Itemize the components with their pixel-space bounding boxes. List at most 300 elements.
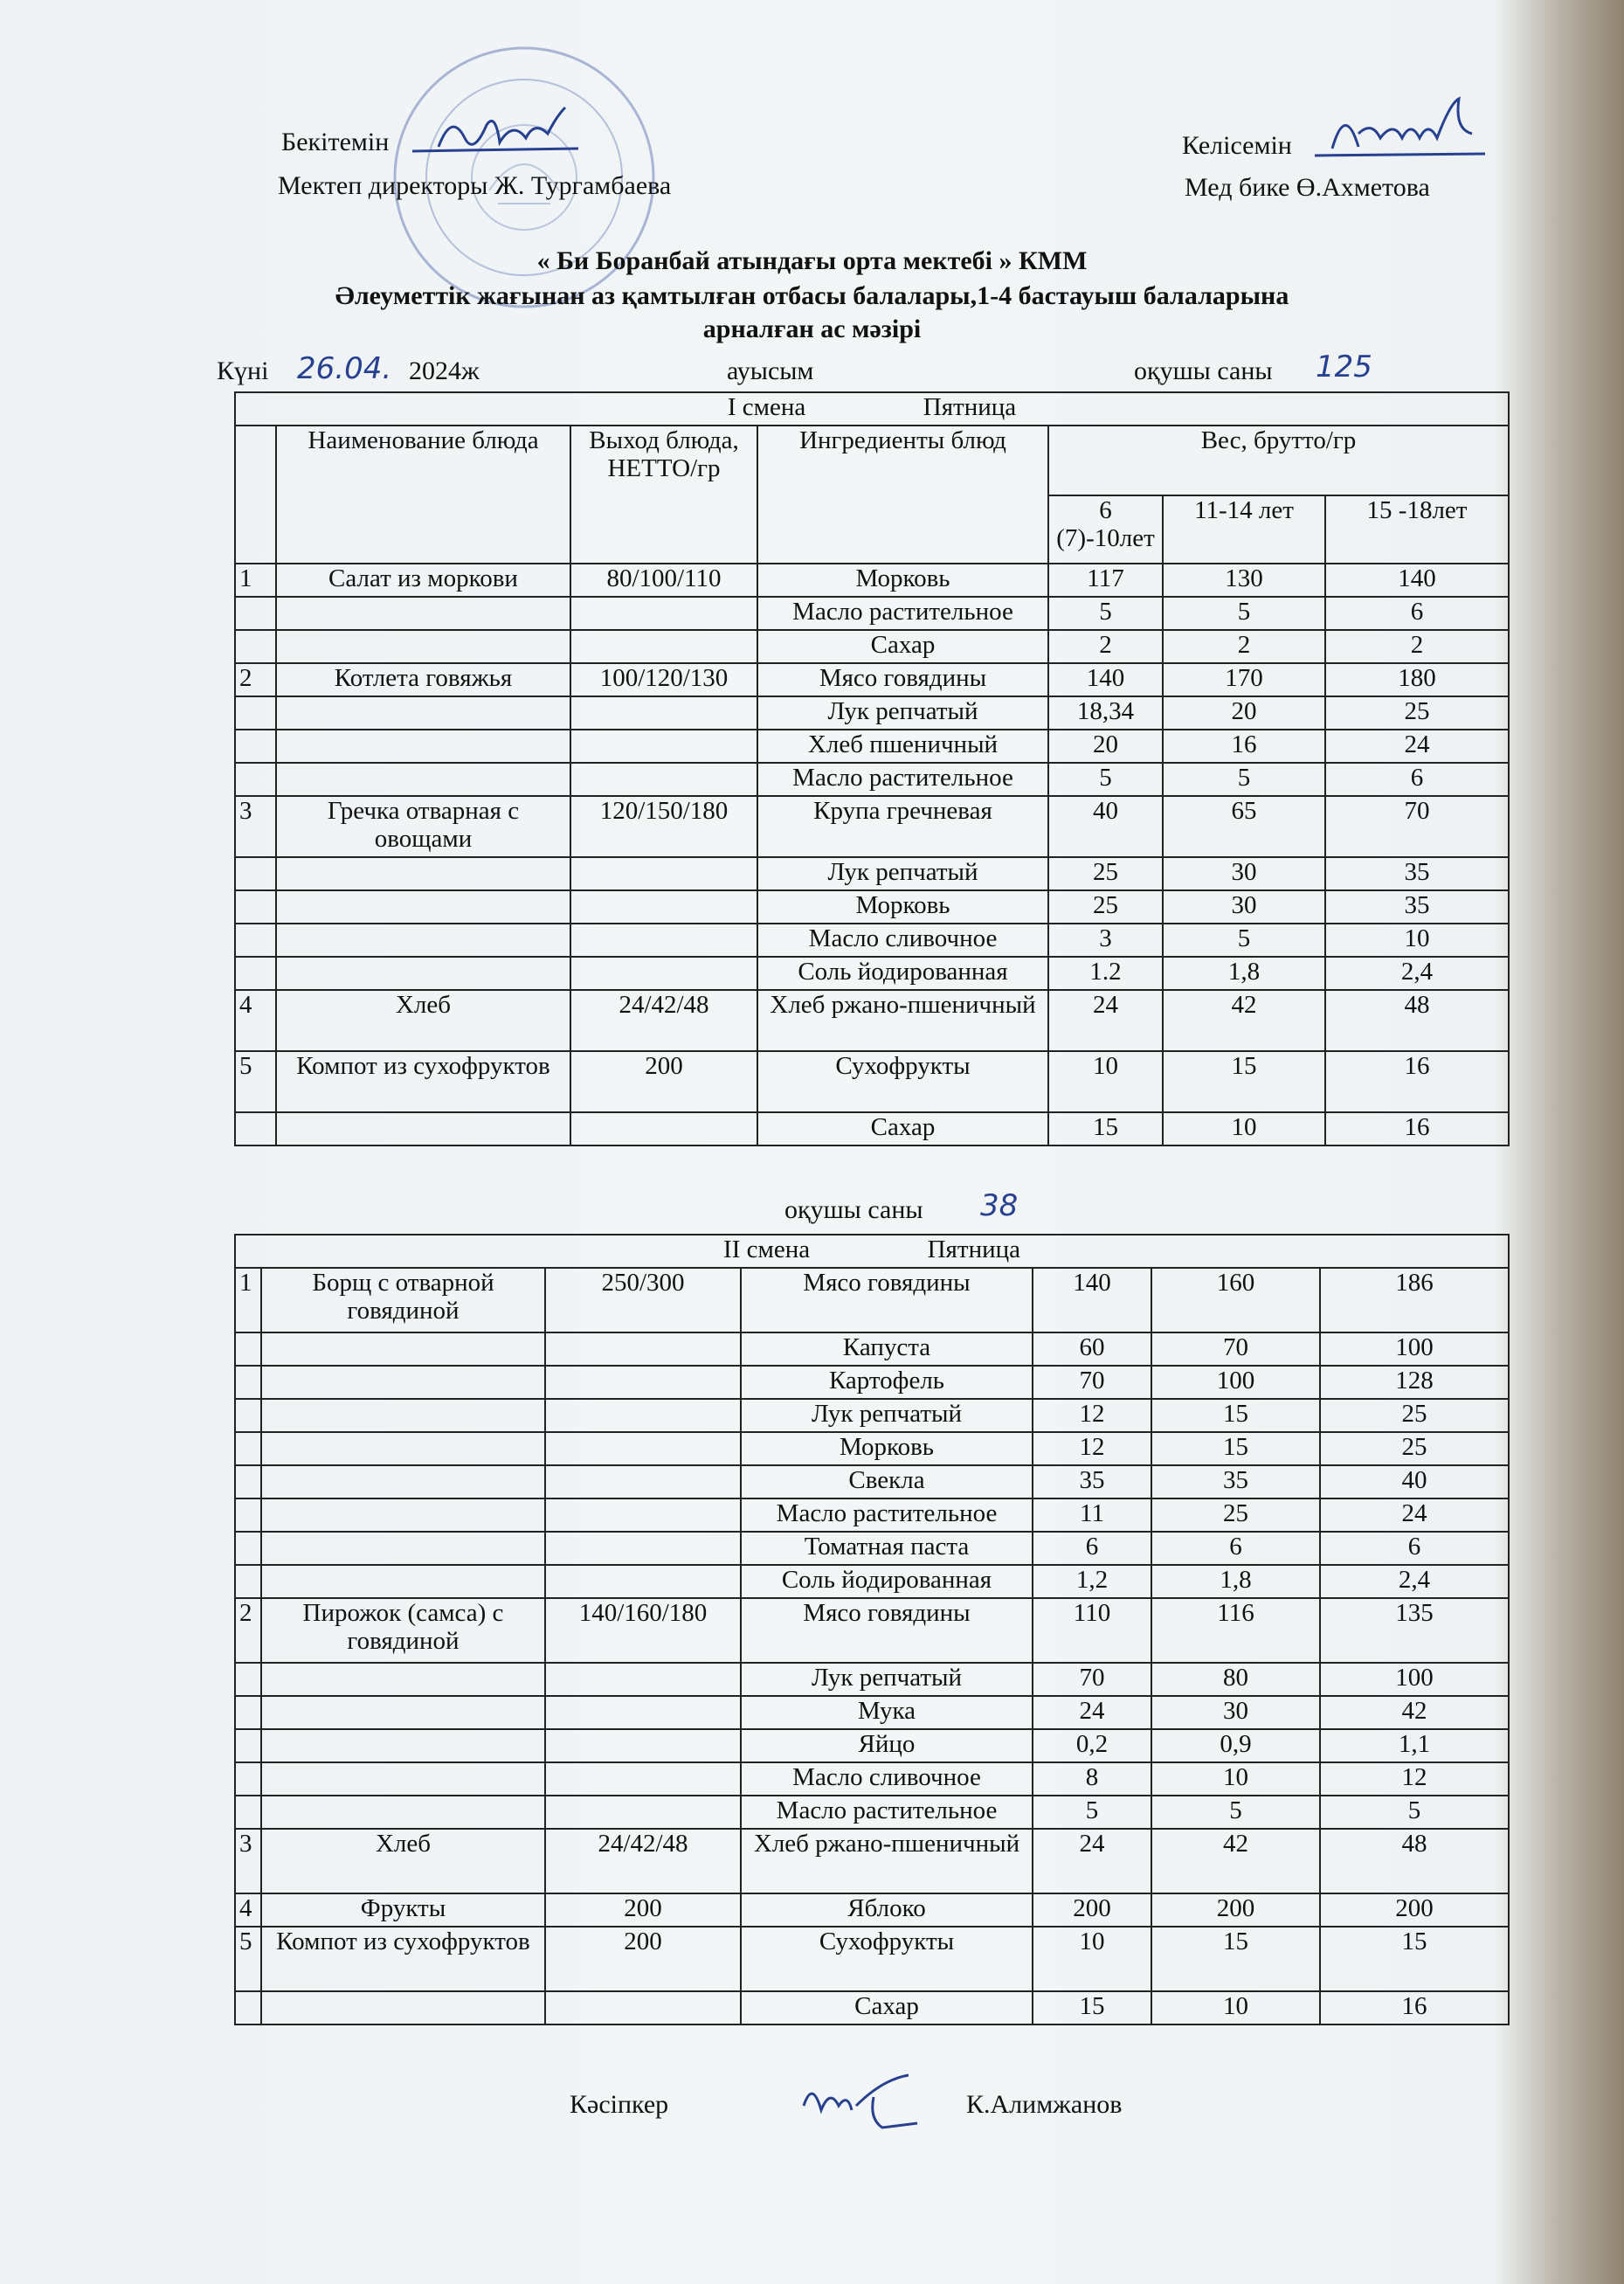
weight-age2: 70 — [1151, 1332, 1320, 1366]
row-number — [235, 1332, 261, 1366]
row-number — [235, 1366, 261, 1399]
shift-1-table-body — [235, 392, 1509, 1145]
row-number — [235, 1729, 261, 1762]
row-number — [235, 1796, 261, 1829]
table-row — [235, 1268, 1509, 1332]
ingredient-name: Мясо говядины — [741, 1598, 1033, 1663]
dish-name — [276, 924, 570, 957]
table-row — [235, 1432, 1509, 1465]
weight-age2: 10 — [1163, 1112, 1325, 1145]
students-label: оқушы саны — [1134, 356, 1273, 385]
dish-name: Компот из сухофруктов — [261, 1927, 545, 1991]
dish-output — [570, 730, 757, 763]
weight-age3: 24 — [1325, 730, 1509, 763]
table-row — [235, 763, 1509, 796]
shift-2-header — [235, 1235, 1509, 1268]
agree-label: Келісемін — [1182, 131, 1292, 160]
row-number: 1 — [235, 564, 276, 597]
weight-age3: 16 — [1325, 1112, 1509, 1145]
row-number — [235, 957, 276, 990]
table-row — [235, 1762, 1509, 1796]
dish-name — [276, 630, 570, 663]
row-number — [235, 1532, 261, 1565]
dish-output — [570, 1112, 757, 1145]
dish-output — [545, 1366, 741, 1399]
ingredient-name: Масло сливочное — [757, 924, 1048, 957]
row-number — [235, 630, 276, 663]
dish-output: 100/120/130 — [570, 663, 757, 696]
weight-age1: 0,2 — [1033, 1729, 1151, 1762]
weight-age1: 2 — [1048, 630, 1163, 663]
row-number — [235, 1498, 261, 1532]
weight-age1: 1,2 — [1033, 1565, 1151, 1598]
col-dish-header: Наименование блюда — [276, 426, 570, 564]
table-row — [235, 730, 1509, 763]
ingredient-name: Лук репчатый — [741, 1399, 1033, 1432]
weight-age3: 100 — [1320, 1663, 1509, 1696]
table-row — [235, 597, 1509, 630]
weight-age2: 1,8 — [1163, 957, 1325, 990]
row-number — [235, 1465, 261, 1498]
weight-age3: 6 — [1320, 1532, 1509, 1565]
nurse-signature — [1310, 94, 1489, 164]
ingredient-name: Хлеб ржано-пшеничный — [741, 1829, 1033, 1893]
ingredient-name: Масло растительное — [741, 1498, 1033, 1532]
table-row — [235, 924, 1509, 957]
weight-age3: 35 — [1325, 857, 1509, 890]
table-row — [235, 1927, 1509, 1991]
dish-output — [545, 1729, 741, 1762]
dish-name — [261, 1729, 545, 1762]
dish-name — [261, 1663, 545, 1696]
row-number: 3 — [235, 796, 276, 857]
weight-age2: 10 — [1151, 1991, 1320, 2024]
row-number — [235, 1696, 261, 1729]
dish-output — [570, 857, 757, 890]
ingredient-name: Масло растительное — [741, 1796, 1033, 1829]
students-label-2: оқушы саны — [784, 1195, 923, 1224]
ingredient-name: Лук репчатый — [741, 1663, 1033, 1696]
ingredient-name: Мясо говядины — [757, 663, 1048, 696]
weight-age3: 12 — [1320, 1762, 1509, 1796]
weight-age1: 15 — [1048, 1112, 1163, 1145]
weight-age2: 200 — [1151, 1893, 1320, 1927]
weight-age2: 42 — [1163, 990, 1325, 1051]
row-number — [235, 763, 276, 796]
weight-age1: 24 — [1033, 1829, 1151, 1893]
title-line-3: арналған ас мәзірі — [702, 315, 922, 343]
dish-output — [545, 1332, 741, 1366]
table-row — [235, 1565, 1509, 1598]
row-number — [235, 890, 276, 924]
ingredient-name: Яйцо — [741, 1729, 1033, 1762]
weight-age2: 5 — [1163, 763, 1325, 796]
table-row — [235, 663, 1509, 696]
title-line-2: Әлеуметтік жағынан аз қамтылған отбасы балалары,1-4 бастауыш балаларына — [335, 281, 1289, 310]
ingredient-name: Яблоко — [741, 1893, 1033, 1927]
row-number — [235, 924, 276, 957]
weight-age3: 48 — [1325, 990, 1509, 1051]
dish-name — [261, 1432, 545, 1465]
weight-age3: 24 — [1320, 1498, 1509, 1532]
dish-output — [570, 890, 757, 924]
table-row — [235, 990, 1509, 1051]
weight-age3: 100 — [1320, 1332, 1509, 1366]
ingredient-name: Лук репчатый — [757, 857, 1048, 890]
col-weight-header: Вес, брутто/гр — [1048, 426, 1509, 495]
dish-output: 24/42/48 — [545, 1829, 741, 1893]
weight-age1: 18,34 — [1048, 696, 1163, 730]
weight-age2: 35 — [1151, 1465, 1320, 1498]
weight-age3: 70 — [1325, 796, 1509, 857]
ingredient-name: Масло растительное — [757, 597, 1048, 630]
ingredient-name: Соль йодированная — [757, 957, 1048, 990]
table-row — [235, 1696, 1509, 1729]
ingredient-name: Хлеб ржано-пшеничный — [757, 990, 1048, 1051]
weight-age3: 16 — [1325, 1051, 1509, 1112]
weight-age1: 24 — [1048, 990, 1163, 1051]
dish-name — [276, 857, 570, 890]
weight-age1: 5 — [1048, 763, 1163, 796]
entrepreneur-name: К.Алимжанов — [966, 2090, 1123, 2119]
ingredient-name: Морковь — [757, 890, 1048, 924]
shift-2-menu-table — [234, 1234, 1510, 2025]
ingredient-name: Соль йодированная — [741, 1565, 1033, 1598]
weight-age2: 1,8 — [1151, 1565, 1320, 1598]
weight-age1: 6 — [1033, 1532, 1151, 1565]
table-row — [235, 1498, 1509, 1532]
weight-age2: 6 — [1151, 1532, 1320, 1565]
weight-age1: 3 — [1048, 924, 1163, 957]
shift-1-header — [235, 392, 1509, 426]
weight-age3: 25 — [1325, 696, 1509, 730]
dish-output — [570, 763, 757, 796]
weight-age1: 12 — [1033, 1399, 1151, 1432]
students-count-2: 38 — [980, 1188, 1019, 1223]
weight-age1: 10 — [1048, 1051, 1163, 1112]
dish-name: Котлета говяжья — [276, 663, 570, 696]
dish-name — [261, 1332, 545, 1366]
weight-age1: 15 — [1033, 1991, 1151, 2024]
weight-age2: 30 — [1163, 857, 1325, 890]
weight-age3: 5 — [1320, 1796, 1509, 1829]
table-row — [235, 1796, 1509, 1829]
weight-age2: 25 — [1151, 1498, 1320, 1532]
table-row — [235, 1051, 1509, 1112]
ingredient-name: Сухофрукты — [757, 1051, 1048, 1112]
dish-output — [545, 1399, 741, 1432]
table-row — [235, 564, 1509, 597]
dish-name — [261, 1796, 545, 1829]
dish-output: 200 — [570, 1051, 757, 1112]
dish-output: 80/100/110 — [570, 564, 757, 597]
weight-age2: 15 — [1151, 1927, 1320, 1991]
weight-age3: 128 — [1320, 1366, 1509, 1399]
table-row — [235, 857, 1509, 890]
table-row — [235, 1991, 1509, 2024]
weight-age2: 16 — [1163, 730, 1325, 763]
row-number — [235, 1399, 261, 1432]
weight-age1: 140 — [1048, 663, 1163, 696]
dish-name: Хлеб — [261, 1829, 545, 1893]
weight-age2: 5 — [1151, 1796, 1320, 1829]
dish-name — [276, 696, 570, 730]
dish-name — [261, 1532, 545, 1565]
ingredient-name: Капуста — [741, 1332, 1033, 1366]
dish-name: Хлеб — [276, 990, 570, 1051]
dish-name: Борщ с отварной говядиной — [261, 1268, 545, 1332]
weight-age1: 1.2 — [1048, 957, 1163, 990]
weight-age3: 25 — [1320, 1432, 1509, 1465]
row-number — [235, 1663, 261, 1696]
dish-name — [276, 957, 570, 990]
date-handwritten: 26.04. — [297, 351, 392, 386]
weight-age3: 2,4 — [1325, 957, 1509, 990]
table-row — [235, 1112, 1509, 1145]
col-age3-header: 15 -18лет — [1325, 495, 1509, 564]
entrepreneur-label: Кәсіпкер — [570, 2090, 669, 2119]
weight-age1: 5 — [1033, 1796, 1151, 1829]
students-count-1: 125 — [1316, 350, 1372, 384]
row-number — [235, 1432, 261, 1465]
ingredient-name: Сухофрукты — [741, 1927, 1033, 1991]
weight-age2: 160 — [1151, 1268, 1320, 1332]
ingredient-name: Крупа гречневая — [757, 796, 1048, 857]
weight-age3: 186 — [1320, 1268, 1509, 1332]
table-row — [235, 1465, 1509, 1498]
row-number: 5 — [235, 1051, 276, 1112]
dish-output — [570, 924, 757, 957]
ingredient-name: Лук репчатый — [757, 696, 1048, 730]
dish-output: 250/300 — [545, 1268, 741, 1332]
weight-age1: 35 — [1033, 1465, 1151, 1498]
ingredient-name: Морковь — [757, 564, 1048, 597]
table-row — [235, 1399, 1509, 1432]
dish-output — [545, 1465, 741, 1498]
weight-age2: 80 — [1151, 1663, 1320, 1696]
row-number — [235, 597, 276, 630]
row-number: 3 — [235, 1829, 261, 1893]
weight-age3: 180 — [1325, 663, 1509, 696]
ingredient-name: Масло растительное — [757, 763, 1048, 796]
weight-age1: 12 — [1033, 1432, 1151, 1465]
dish-output: 200 — [545, 1893, 741, 1927]
shift-1-day: Пятница — [923, 393, 1017, 421]
weight-age2: 170 — [1163, 663, 1325, 696]
dish-name — [276, 890, 570, 924]
row-number — [235, 730, 276, 763]
col-ingredients-header: Ингредиенты блюд — [757, 426, 1048, 564]
ingredient-name: Картофель — [741, 1366, 1033, 1399]
row-number: 4 — [235, 990, 276, 1051]
dish-output — [545, 1663, 741, 1696]
weight-age2: 30 — [1163, 890, 1325, 924]
ingredient-name: Сахар — [757, 1112, 1048, 1145]
dish-output — [545, 1498, 741, 1532]
weight-age1: 8 — [1033, 1762, 1151, 1796]
weight-age2: 5 — [1163, 924, 1325, 957]
weight-age2: 130 — [1163, 564, 1325, 597]
dish-name: Гречка отварная с овощами — [276, 796, 570, 857]
row-number — [235, 1991, 261, 2024]
row-number — [235, 857, 276, 890]
weight-age2: 5 — [1163, 597, 1325, 630]
date-label: Күні — [217, 356, 269, 385]
row-number — [235, 1762, 261, 1796]
row-number — [235, 696, 276, 730]
dish-name: Фрукты — [261, 1893, 545, 1927]
weight-age1: 11 — [1033, 1498, 1151, 1532]
dish-output — [545, 1565, 741, 1598]
dish-name — [261, 1696, 545, 1729]
dish-output — [570, 696, 757, 730]
weight-age3: 6 — [1325, 763, 1509, 796]
dish-name — [261, 1465, 545, 1498]
row-number: 4 — [235, 1893, 261, 1927]
weight-age3: 135 — [1320, 1598, 1509, 1663]
table-row — [235, 1893, 1509, 1927]
row-number: 5 — [235, 1927, 261, 1991]
weight-age3: 1,1 — [1320, 1729, 1509, 1762]
dish-output — [545, 1432, 741, 1465]
dish-name: Пирожок (самса) с говядиной — [261, 1598, 545, 1663]
weight-age3: 25 — [1320, 1399, 1509, 1432]
weight-age3: 15 — [1320, 1927, 1509, 1991]
table-row — [235, 890, 1509, 924]
table-row — [235, 1829, 1509, 1893]
weight-age1: 70 — [1033, 1663, 1151, 1696]
weight-age1: 60 — [1033, 1332, 1151, 1366]
col-age1-header: 6 (7)-10лет — [1048, 495, 1163, 564]
weight-age3: 6 — [1325, 597, 1509, 630]
weight-age3: 10 — [1325, 924, 1509, 957]
weight-age1: 117 — [1048, 564, 1163, 597]
table-row — [235, 796, 1509, 857]
weight-age3: 40 — [1320, 1465, 1509, 1498]
year-label: 2024ж — [409, 356, 480, 385]
weight-age1: 25 — [1048, 890, 1163, 924]
dish-name — [261, 1991, 545, 2024]
dish-output — [545, 1796, 741, 1829]
ingredient-name: Мука — [741, 1696, 1033, 1729]
weight-age2: 10 — [1151, 1762, 1320, 1796]
col-output-header: Выход блюда, НЕТТО/гр — [570, 426, 757, 564]
weight-age2: 100 — [1151, 1366, 1320, 1399]
row-number — [235, 1112, 276, 1145]
weight-age3: 48 — [1320, 1829, 1509, 1893]
director-line: Мектеп директоры Ж. Тургамбаева — [278, 171, 672, 200]
weight-age3: 35 — [1325, 890, 1509, 924]
dish-name — [261, 1565, 545, 1598]
weight-age3: 140 — [1325, 564, 1509, 597]
col-num-header — [235, 426, 276, 564]
ingredient-name: Свекла — [741, 1465, 1033, 1498]
ingredient-name: Томатная паста — [741, 1532, 1033, 1565]
dish-name — [261, 1498, 545, 1532]
weight-age3: 42 — [1320, 1696, 1509, 1729]
weight-age3: 200 — [1320, 1893, 1509, 1927]
weight-age1: 110 — [1033, 1598, 1151, 1663]
dish-output — [570, 630, 757, 663]
director-signature — [404, 103, 596, 164]
table-row — [235, 1532, 1509, 1565]
weight-age1: 25 — [1048, 857, 1163, 890]
ingredient-name: Масло сливочное — [741, 1762, 1033, 1796]
dish-name — [276, 1112, 570, 1145]
weight-age3: 2,4 — [1320, 1565, 1509, 1598]
dish-name: Салат из моркови — [276, 564, 570, 597]
dish-name — [261, 1762, 545, 1796]
weight-age1: 200 — [1033, 1893, 1151, 1927]
approve-label: Бекітемін — [281, 128, 390, 156]
weight-age2: 15 — [1151, 1432, 1320, 1465]
dish-output: 120/150/180 — [570, 796, 757, 857]
weight-age2: 20 — [1163, 696, 1325, 730]
weight-age3: 16 — [1320, 1991, 1509, 2024]
dish-output — [545, 1696, 741, 1729]
entrepreneur-signature — [786, 2071, 935, 2132]
weight-age1: 40 — [1048, 796, 1163, 857]
table-row — [235, 1729, 1509, 1762]
weight-age2: 15 — [1151, 1399, 1320, 1432]
dish-name — [276, 597, 570, 630]
weight-age3: 2 — [1325, 630, 1509, 663]
weight-age2: 42 — [1151, 1829, 1320, 1893]
weight-age1: 10 — [1033, 1927, 1151, 1991]
dish-name — [276, 730, 570, 763]
row-number — [235, 1565, 261, 1598]
row-number: 1 — [235, 1268, 261, 1332]
shift-2-day: Пятница — [927, 1235, 1020, 1263]
weight-age2: 15 — [1163, 1051, 1325, 1112]
table-row — [235, 696, 1509, 730]
dish-output: 24/42/48 — [570, 990, 757, 1051]
dish-name: Компот из сухофруктов — [276, 1051, 570, 1112]
dish-output — [545, 1532, 741, 1565]
col-age2-header: 11-14 лет — [1163, 495, 1325, 564]
weight-age1: 24 — [1033, 1696, 1151, 1729]
weight-age2: 116 — [1151, 1598, 1320, 1663]
shift-label: ауысым — [727, 356, 814, 385]
dish-name — [261, 1366, 545, 1399]
ingredient-name: Хлеб пшеничный — [757, 730, 1048, 763]
dish-output: 140/160/180 — [545, 1598, 741, 1663]
weight-age2: 0,9 — [1151, 1729, 1320, 1762]
ingredient-name: Сахар — [741, 1991, 1033, 2024]
dish-name — [276, 763, 570, 796]
row-number: 2 — [235, 1598, 261, 1663]
shift-1-menu-table — [234, 391, 1510, 1146]
dish-output: 200 — [545, 1927, 741, 1991]
shift-2-table-body — [235, 1235, 1509, 2024]
table-row — [235, 630, 1509, 663]
table-row — [235, 1663, 1509, 1696]
dish-output — [570, 597, 757, 630]
dish-output — [570, 957, 757, 990]
ingredient-name: Мясо говядины — [741, 1268, 1033, 1332]
weight-age2: 65 — [1163, 796, 1325, 857]
weight-age1: 140 — [1033, 1268, 1151, 1332]
shift-2-label: II смена — [723, 1235, 811, 1263]
title-line-1: « Би Боранбай атындағы орта мектебі » КММ — [536, 246, 1088, 275]
table-row — [235, 957, 1509, 990]
weight-age1: 5 — [1048, 597, 1163, 630]
table-row — [235, 1332, 1509, 1366]
row-number: 2 — [235, 663, 276, 696]
shift-1-label: I смена — [727, 393, 806, 421]
weight-age2: 30 — [1151, 1696, 1320, 1729]
dish-output — [545, 1762, 741, 1796]
